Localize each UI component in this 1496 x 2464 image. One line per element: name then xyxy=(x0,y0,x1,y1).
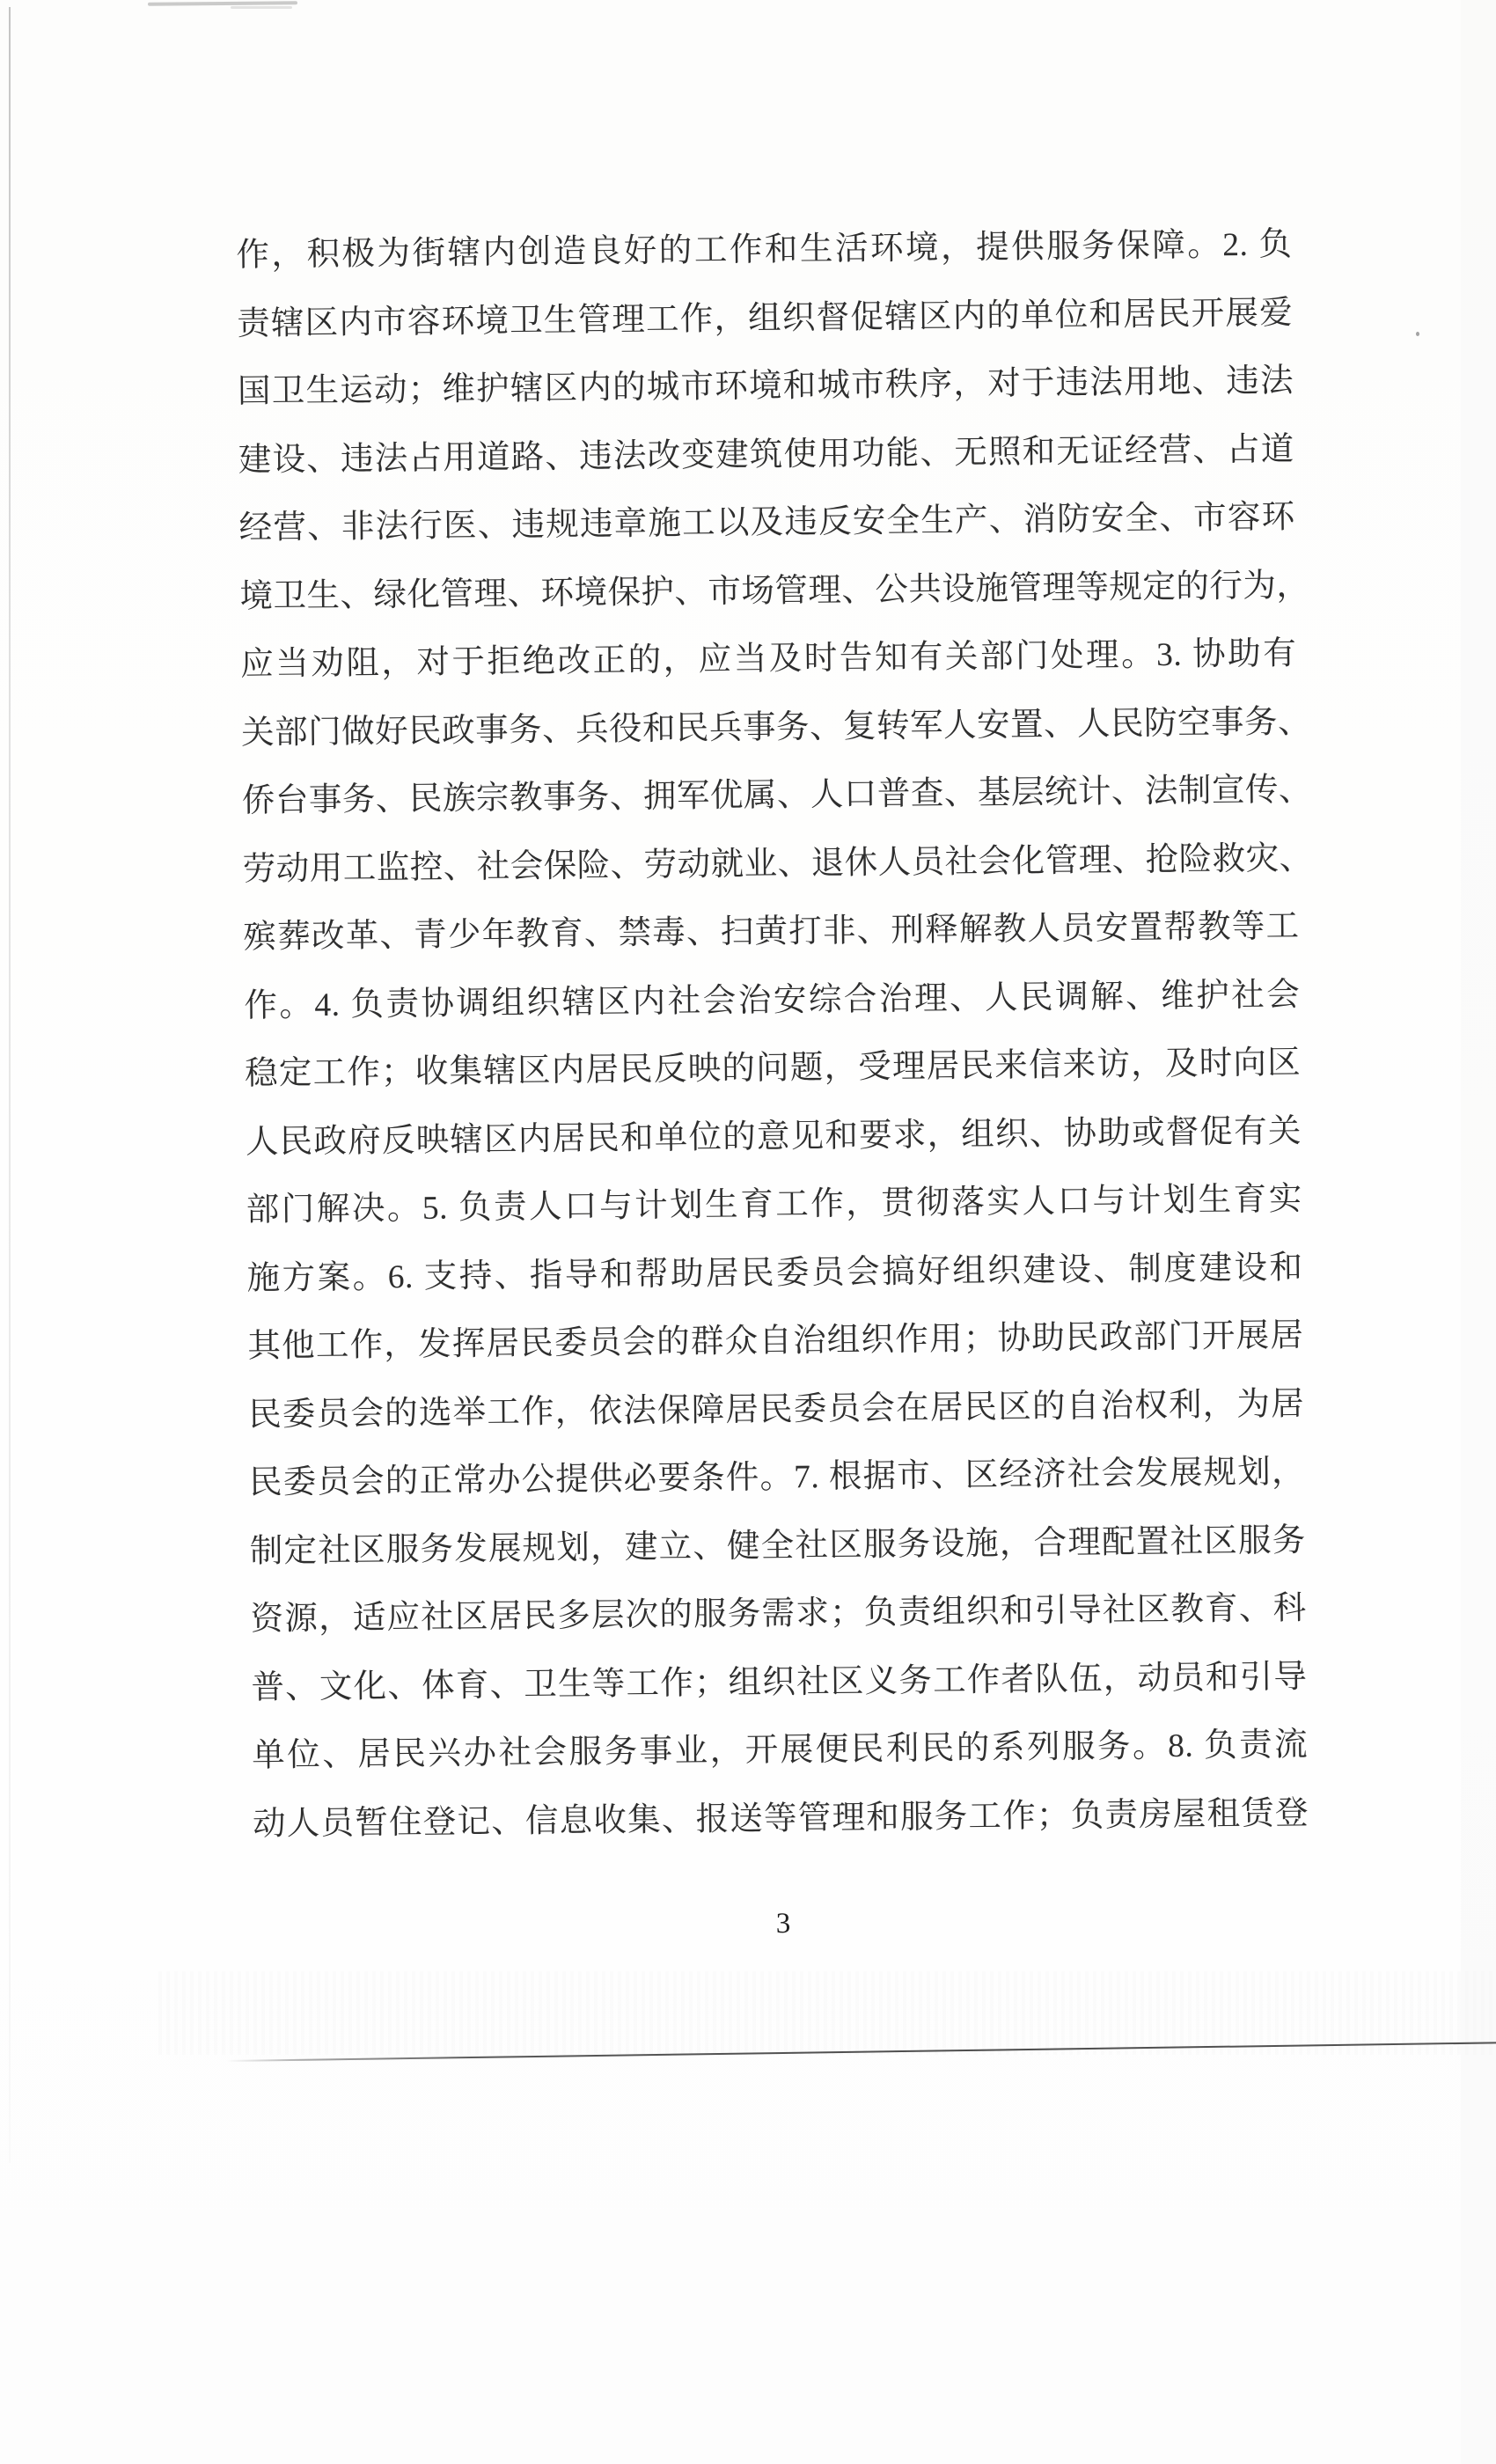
text-line: 境卫生、绿化管理、环境保护、市场管理、公共设施管理等规定的行为， xyxy=(239,567,1310,615)
text-line: 侨台事务、民族宗教事务、拥军优属、人口普查、基层统计、法制宣传、 xyxy=(241,772,1313,819)
text-line: 建设、违法占用道路、违法改变建筑使用功能、无照和无证经营、占道 xyxy=(238,430,1294,479)
scan-right-margin-band xyxy=(1461,0,1496,2464)
text-line: 人民政府反映辖区内居民和单位的意见和要求，组织、协助或督促有关 xyxy=(245,1112,1302,1161)
text-line: 应当劝阻，对于拒绝改正的，应当及时告知有关部门处理。3. 协助有 xyxy=(240,635,1297,683)
text-line: 普、文化、体育、卫生等工作；组织社区义务工作者队伍，动员和引导 xyxy=(251,1658,1308,1706)
scan-speck xyxy=(1416,332,1419,336)
body-text xyxy=(236,210,1313,1858)
text-line: 制定社区服务发展规划，建立、健全社区服务设施，合理配置社区服务 xyxy=(249,1522,1306,1570)
text-line: 其他工作，发挥居民委员会的群众自治组织作用；协助民政部门开展居 xyxy=(247,1317,1304,1365)
scan-smudge xyxy=(148,1,297,5)
text-line: 国卫生运动；维护辖区内的城市环境和城市秩序，对于违法用地、违法 xyxy=(237,363,1294,410)
text-line: 民委员会的选举工作，依法保障居民委员会在居民区的自治权利，为居 xyxy=(247,1385,1305,1434)
text-line: 殡葬改革、青少年教育、禁毒、扫黄打非、刑释解教人员安置帮教等工 xyxy=(243,908,1300,956)
text-line: 经营、非法行医、违规违章施工以及违反安全生产、消防安全、市容环 xyxy=(238,499,1295,546)
text-line: 资源，适应社区居民多层次的服务需求；负责组织和引导社区教育、科 xyxy=(250,1590,1307,1638)
text-line: 动人员暂住登记、信息收集、报送等管理和服务工作；负责房屋租赁登 xyxy=(252,1794,1309,1843)
scan-smudge xyxy=(231,6,292,9)
text-line: 作。4. 负责协调组织辖区内社会治安综合治理、人民调解、维护社会 xyxy=(244,976,1301,1024)
text-line: 作，积极为街辖内创造良好的工作和生活环境，提供服务保障。2. 负 xyxy=(236,226,1293,274)
text-line: 稳定工作；收集辖区内居民反映的问题，受理居民来信来访，及时向区 xyxy=(244,1045,1302,1092)
scan-noise-band xyxy=(158,1971,1496,2055)
text-line: 责辖区内市容环境卫生管理工作，组织督促辖区内的单位和居民开展爱 xyxy=(237,294,1294,342)
text-line: 施方案。6. 支持、指导和帮助居民委员会搞好组织建设、制度建设和 xyxy=(246,1249,1303,1297)
page-number: 3 xyxy=(775,1907,791,1940)
text-line: 关部门做好民政事务、兵役和民兵事务、复转军人安置、人民防空事务、 xyxy=(240,703,1312,752)
text-line: 单位、居民兴办社会服务事业，开展便民利民的系列服务。8. 负责流 xyxy=(252,1727,1309,1774)
text-line: 民委员会的正常办公提供必要条件。7. 根据市、区经济社会发展规划， xyxy=(248,1454,1306,1501)
scan-left-edge-line xyxy=(9,7,11,2163)
text-line: 劳动用工监控、社会保险、劳动就业、退休人员社会化管理、抢险救灾、 xyxy=(242,840,1313,888)
text-line: 部门解决。5. 负责人口与计划生育工作，贯彻落实人口与计划生育实 xyxy=(246,1181,1302,1228)
